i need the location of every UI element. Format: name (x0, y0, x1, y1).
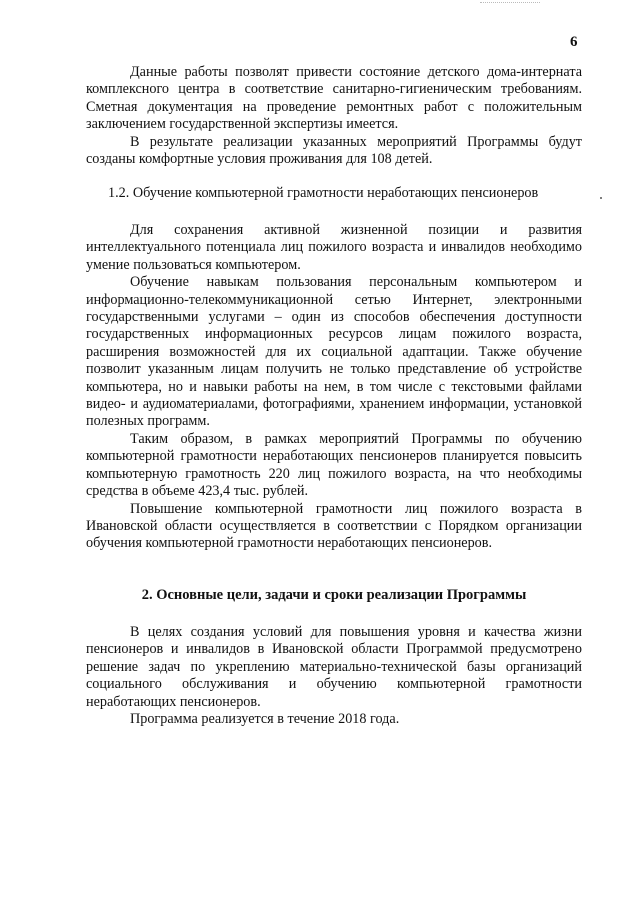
paragraph: Таким образом, в рамках мероприятий Программы по обучению компьютерной грамотности неработающих пенсионеров планируется повысить компьютерную грамотность 220 лиц пожилого возраста, на что необходимы средства в объеме 423,4 тыс. рублей. (86, 430, 582, 500)
paragraph: Обучение навыкам пользования персональным компьютером и информационно-телекоммуникационной сетью Интернет, электронными государственными услугами – один из способов обеспечения доступности государственных информационных ресурсов лицам пожилого возраста, расширения возможностей для их социальной адаптации. Также обучение позволит указанным лицам получить не только представление об устройстве компьютера, но и навыки работы на нем, в том числе с текстовыми файлами видео- и аудиоматериалами, фотографиями, хранением информации, установкой полезных программ. (86, 274, 582, 430)
paragraph: В результате реализации указанных мероприятий Программы будут созданы комфортные условия проживания для 108 детей. (86, 133, 582, 168)
page-number: 6 (570, 34, 578, 50)
paragraph: Повышение компьютерной грамотности лиц пожилого возраста в Ивановской области осуществляется в соответствии с Порядком организации обучения компьютерной грамотности неработающих пенсионеров. (86, 500, 582, 552)
subsection-title: 1.2. Обучение компьютерной грамотности неработающих пенсионеров (108, 185, 539, 201)
scan-artifact (600, 197, 602, 199)
intro-block (86, 64, 582, 168)
section-body (86, 624, 582, 728)
paragraph: Программа реализуется в течение 2018 года. (130, 711, 400, 728)
scan-artifact (480, 2, 540, 4)
section-title: 2. Основные цели, задачи и сроки реализации Программы (141, 587, 527, 603)
paragraph: Для сохранения активной жизненной позиции и развития интеллектуального потенциала лиц пожилого возраста и инвалидов необходимо умение пользоваться компьютером. (86, 222, 582, 273)
paragraph: Данные работы позволят привести состояние детского дома-интерната комплексного центра в соответствие санитарно-гигиеническим требованиям. Сметная документация на проведение ремонтных работ с положительным заключением государственной экспертизы имеется. (86, 64, 582, 133)
subsection-body (86, 222, 582, 553)
paragraph: В целях создания условий для повышения уровня и качества жизни пенсионеров и инвалидов в Ивановской области Программой предусмотрено решение задач по укреплению материально-технической базы организаций социального обслуживания и обучению компьютерной грамотности неработающих пенсионеров. (86, 624, 582, 710)
